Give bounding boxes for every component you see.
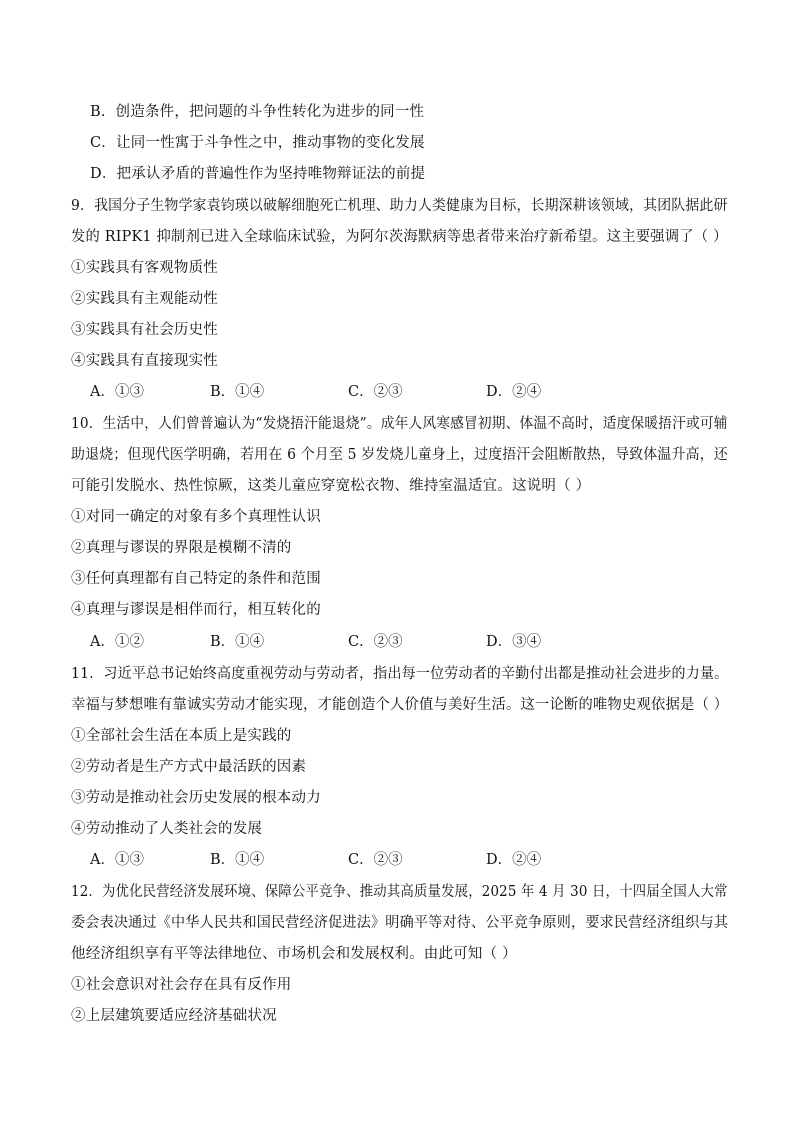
q11-item-4: ④劳动推动了人类社会的发展 <box>71 821 263 837</box>
q11-option-d[interactable]: D．②④ <box>486 852 542 868</box>
q9-item-2: ②实践具有主观能动性 <box>71 291 218 307</box>
q9-item-3: ③实践具有社会历史性 <box>71 322 218 338</box>
q12-item-2: ②上层建筑要适应经济基础状况 <box>71 1008 277 1024</box>
q10-option-a[interactable]: A．①② <box>90 634 144 650</box>
q12-stem-line-1: 12．为优化民营经济发展环境、保障公平竞争、推动其高质量发展，2025 年 4 月 30 日，十四届全国人大常 <box>71 884 728 900</box>
q11-option-b[interactable]: B．①④ <box>210 852 265 868</box>
q11-stem-line-2: 幸福与梦想唯有靠诚实劳动才能实现，才能创造个人价值与美好生活。这一论断的唯物史观依据是（ ） <box>71 697 729 713</box>
q8-option-d: D．把承认矛盾的普遍性作为坚持唯物辩证法的前提 <box>90 166 426 182</box>
q10-item-1: ①对同一确定的对象有多个真理性认识 <box>71 509 321 525</box>
q11-stem-line-1: 11．习近平总书记始终高度重视劳动与劳动者，指出每一位劳动者的辛勤付出都是推动社会进步的力量。 <box>71 666 729 682</box>
q9-option-c[interactable]: C．②③ <box>348 384 403 400</box>
q8-option-b: B．创造条件，把问题的斗争性转化为进步的同一性 <box>90 104 425 120</box>
q11-item-2: ②劳动者是生产方式中最活跃的因素 <box>71 759 307 775</box>
q10-item-2: ②真理与谬误的界限是模糊不清的 <box>71 540 292 556</box>
q10-stem-line-3: 可能引发脱水、热性惊厥，这类儿童应穿宽松衣物、维持室温适宜。这说明（ ） <box>71 478 591 494</box>
q11-item-3: ③劳动是推动社会历史发展的根本动力 <box>71 790 321 806</box>
q9-option-b[interactable]: B．①④ <box>210 384 265 400</box>
q10-option-b[interactable]: B．①④ <box>210 634 265 650</box>
q9-stem-line-2: 发的 RIPK1 抑制剂已进入全球临床试验，为阿尔茨海默病等患者带来治疗新希望。这主要强调了（ ） <box>71 229 728 245</box>
q10-option-d[interactable]: D．③④ <box>486 634 542 650</box>
q10-stem-line-1: 10．生活中，人们曾普遍认为“发烧捂汗能退烧”。成年人风寒感冒初期、体温不高时，适度保暖捂汗或可辅 <box>71 416 728 432</box>
q9-item-4: ④实践具有直接现实性 <box>71 353 218 369</box>
q8-option-c: C．让同一性寓于斗争性之中，推动事物的变化发展 <box>90 135 425 151</box>
q10-item-3: ③任何真理都有自己特定的条件和范围 <box>71 571 321 587</box>
q12-item-1: ①社会意识对社会存在具有反作用 <box>71 977 292 993</box>
q11-option-a[interactable]: A．①③ <box>90 852 144 868</box>
q10-item-4: ④真理与谬误是相伴而行，相互转化的 <box>71 602 321 618</box>
q12-stem-line-2: 委会表决通过《中华人民共和国民营经济促进法》明确平等对待、公平竞争原则，要求民营经济组织与其 <box>71 915 729 931</box>
q9-option-d[interactable]: D．②④ <box>486 384 542 400</box>
q9-option-a[interactable]: A．①③ <box>90 384 144 400</box>
q9-stem-line-1: 9．我国分子生物学家袁钧瑛以破解细胞死亡机理、助力人类健康为目标，长期深耕该领域，其团队据此研 <box>71 198 728 214</box>
q12-stem-line-3: 他经济组织享有平等法律地位、市场机会和发展权利。由此可知（ ） <box>71 946 517 962</box>
q11-option-c[interactable]: C．②③ <box>348 852 403 868</box>
q10-stem-line-2: 助退烧；但现代医学明确，若用在 6 个月至 5 岁发烧儿童身上，过度捂汗会阻断散热，导致体温升高，还 <box>71 447 728 463</box>
q11-item-1: ①全部社会生活在本质上是实践的 <box>71 728 292 744</box>
q9-item-1: ①实践具有客观物质性 <box>71 260 218 276</box>
q10-option-c[interactable]: C．②③ <box>348 634 403 650</box>
